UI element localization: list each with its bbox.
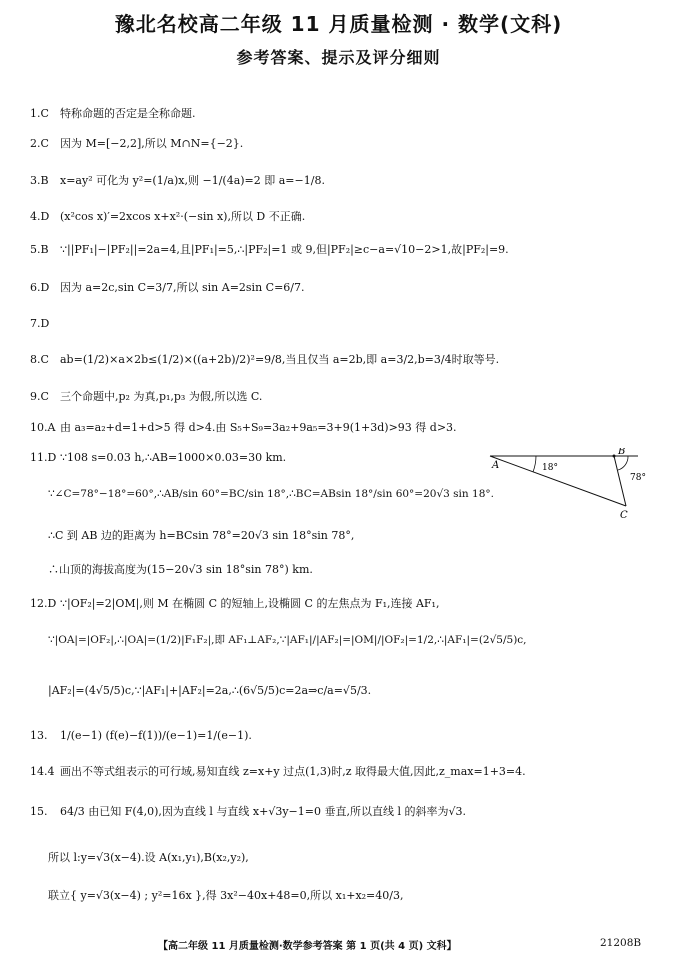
- answer-number: 5.B: [30, 243, 49, 256]
- answer-line: [48, 562, 668, 578]
- answer-text: ∵||PF₁|−|PF₂||=2a=4,且|PF₁|=5,∴|PF₂|=1 或 9,但|PF₂|≥c−a=√10−2>1,故|PF₂|=9.: [60, 243, 509, 256]
- answer-line: [30, 242, 650, 258]
- answer-number: 4.D: [30, 210, 50, 223]
- label-b: B: [618, 448, 626, 457]
- answer-text: 所以 l:y=√3(x−4).设 A(x₁,y₁),B(x₂,y₂),: [48, 851, 249, 864]
- answer-number: 9.C: [30, 390, 49, 403]
- answer-text: x=ay² 可化为 y²=(1/a)x,则 −1/(4a)=2 即 a=−1/8.: [60, 174, 325, 187]
- answer-text: ∵|OA|=|OF₂|,∴|OA|=(1/2)|F₁F₂|,即 AF₁⊥AF₂,∵|AF₁|/|AF₂|=|OM|/|OF₂|=1/2,∴|AF₁|=(2√5/5)c,: [48, 634, 527, 646]
- answer-number: 3.B: [30, 174, 49, 187]
- answer-line: [30, 728, 650, 744]
- answer-text: 特称命题的否定是全称命题.: [60, 107, 196, 120]
- answer-text: 联立{ y=√3(x−4) ; y²=16x },得 3x²−40x+48=0,所以 x₁+x₂=40/3,: [48, 889, 404, 902]
- answer-text: (x²cos x)′=2xcos x+x²·(−sin x),所以 D 不正确.: [60, 210, 306, 223]
- answer-number: 7.D: [30, 317, 50, 330]
- footer-text: 【高二年级 11 月质量检测·数学参考答案 第 1 页(共 4 页) 文科】: [158, 941, 457, 952]
- answer-text: 64/3 由已知 F(4,0),因为直线 l 与直线 x+√3y−1=0 垂直,所以直线 l 的斜率为√3.: [60, 805, 466, 818]
- answer-text: ∴C 到 AB 边的距离为 h=BCsin 78°=20√3 sin 18°sin 78°,: [48, 529, 355, 542]
- answer-line: [30, 280, 650, 296]
- answer-line: [30, 389, 650, 405]
- answer-number: 12.D: [30, 597, 57, 610]
- page-title: 豫北名校高二年级 11 月质量检测 · 数学(文科): [114, 12, 563, 36]
- angle-b-arc: [618, 456, 628, 470]
- angle-a-label: 18°: [542, 463, 558, 473]
- answer-line: [30, 136, 650, 152]
- answer-text: ∵∠C=78°−18°=60°,∴AB/sin 60°=BC/sin 18°,∴BC=ABsin 18°/sin 60°=20√3 sin 18°.: [48, 488, 494, 500]
- answer-number: 8.C: [30, 353, 49, 366]
- answer-text: ∵108 s=0.03 h,∴AB=1000×0.03=30 km.: [60, 451, 287, 464]
- answer-text: 由 a₃=a₂+d=1+d>5 得 d>4.由 S₅+S₉=3a₂+9a₅=3+9(1+3d)>93 得 d>3.: [60, 421, 457, 434]
- answer-number: 6.D: [30, 281, 50, 294]
- answer-line: [48, 888, 668, 904]
- triangle-figure: [478, 448, 648, 520]
- answer-line: [30, 352, 650, 368]
- answer-line: [48, 850, 668, 866]
- answer-line: [30, 804, 650, 820]
- answer-text: 画出不等式组表示的可行域,易知直线 z=x+y 过点(1,3)时,z 取得最大值,因此,z_max=1+3=4.: [60, 765, 526, 778]
- label-a: A: [492, 460, 500, 471]
- answer-line: [30, 106, 650, 122]
- answer-number: 2.C: [30, 137, 49, 150]
- answer-line: [48, 683, 668, 699]
- answer-number: 14.4: [30, 765, 55, 778]
- label-c: C: [620, 510, 628, 520]
- answer-number: 11.D: [30, 451, 57, 464]
- answer-line: [48, 528, 668, 544]
- line-ac: [490, 456, 626, 506]
- answer-text: 因为 a=2c,sin C=3/7,所以 sin A=2sin C=6/7.: [60, 281, 305, 294]
- page-subtitle: 参考答案、提示及评分细则: [236, 48, 441, 67]
- answer-line: [30, 173, 650, 189]
- answer-text: |AF₂|=(4√5/5)c,∵|AF₁|+|AF₂|=2a,∴(6√5/5)c=2a⇒c/a=√5/3.: [48, 684, 372, 697]
- point-b: [613, 455, 616, 458]
- angle-b-label: 78°: [630, 473, 646, 483]
- answer-text: ∵|OF₂|=2|OM|,则 M 在椭圆 C 的短轴上,设椭圆 C 的左焦点为 F₁,连接 AF₁,: [60, 597, 440, 610]
- answer-line: [30, 316, 650, 332]
- answer-line: [30, 764, 650, 780]
- answer-line: [30, 209, 650, 225]
- answer-line: [30, 450, 470, 466]
- answer-line: [30, 420, 650, 436]
- answer-line: [48, 632, 668, 648]
- answer-number: 13.: [30, 729, 48, 742]
- angle-a-arc: [533, 456, 536, 472]
- answer-text: 三个命题中,p₂ 为真,p₁,p₃ 为假,所以选 C.: [60, 390, 263, 403]
- footer-code: 21208B: [600, 937, 642, 949]
- line-bc: [614, 456, 626, 506]
- answer-line: [30, 596, 650, 612]
- answer-number: 10.A: [30, 421, 56, 434]
- answer-text: ∴山顶的海拔高度为(15−20√3 sin 18°sin 78°) km.: [48, 563, 313, 576]
- answer-number: 15.: [30, 805, 48, 818]
- answer-text: 1/(e−1) (f(e)−f(1))/(e−1)=1/(e−1).: [60, 729, 252, 742]
- answer-text: ab=(1/2)×a×2b≤(1/2)×((a+2b)/2)²=9/8,当且仅当 a=2b,即 a=3/2,b=3/4时取等号.: [60, 353, 500, 366]
- answer-text: 因为 M=[−2,2],所以 M∩N={−2}.: [60, 137, 244, 150]
- answer-number: 1.C: [30, 107, 49, 120]
- answer-line: [48, 486, 494, 502]
